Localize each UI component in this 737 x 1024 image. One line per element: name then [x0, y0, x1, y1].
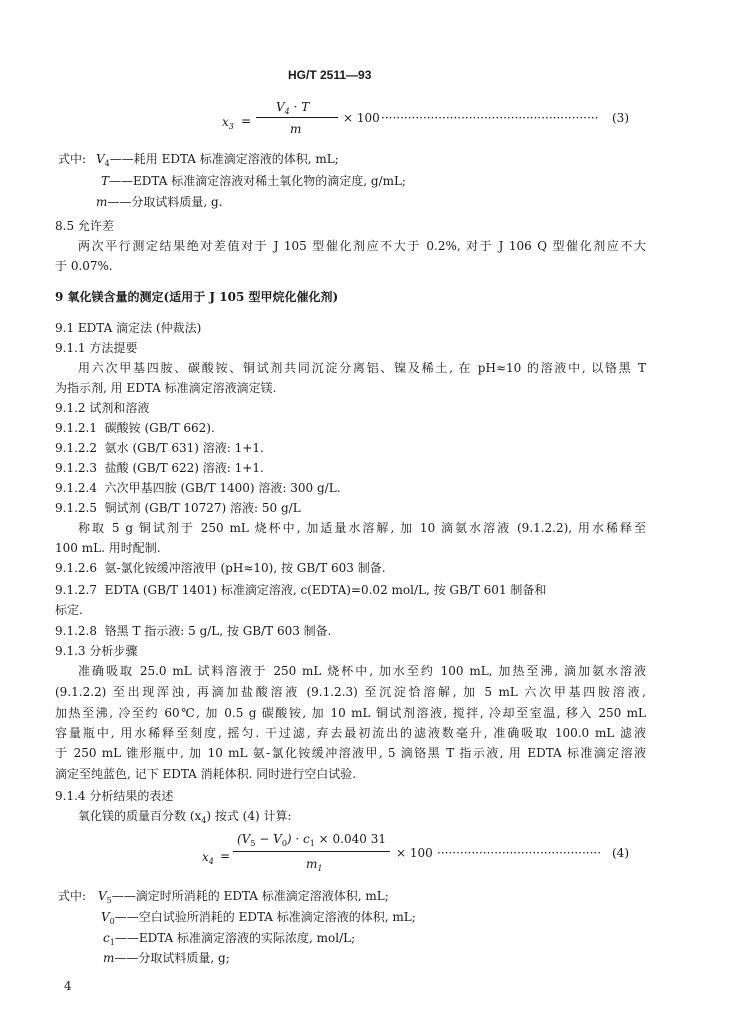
page-number: 4 — [64, 979, 72, 993]
where-line: T——EDTA 标准滴定溶液对稀土氧化物的滴定度, g/mL; — [101, 174, 406, 188]
procedure-text-line: (9.1.2.2) 至出现浑浊, 再滴加盐酸溶液 (9.1.2.3) 至沉淀恰溶解, 加 5 mL 六次甲基四胺溶液, — [55, 685, 646, 699]
reagent-item: 9.1.2.6 氨-氯化铵缓冲溶液甲 (pH≈10), 按 GB/T 603 制备. — [55, 561, 386, 575]
procedure-text-line: 于 250 mL 锥形瓶中, 加 10 mL 氨-氯化铵缓冲溶液甲, 5 滴铬黑 T 指示液, 用 EDTA 标准滴定溶液 — [55, 746, 646, 760]
reagent-5-text-line: 100 mL. 用时配制. — [55, 541, 161, 555]
section-9-1-4-heading: 9.1.4 分析结果的表述 — [55, 789, 174, 803]
formula-4-lhs: $x_4$ — [202, 850, 214, 866]
formula-4-number: (4) — [612, 846, 629, 860]
reagent-7-text-line: 标定. — [55, 603, 83, 617]
formula-4-fraction-bar — [233, 851, 390, 852]
reagent-item: 9.1.2.5 铜试剂 (GB/T 10727) 溶液: 50 g/L — [55, 501, 301, 515]
section-9-1-1-text-line: 为指示剂, 用 EDTA 标准滴定溶液滴定镁. — [55, 381, 277, 395]
reagent-item: 9.1.2.3 盐酸 (GB/T 622) 溶液: 1+1. — [55, 461, 264, 475]
formula-3-times-100: × 100 — [343, 111, 380, 125]
where-line: $V_4——$耗用 EDTA 标准滴定溶液的体积, mL; — [96, 152, 339, 168]
procedure-text-line: 容量瓶中, 用水稀释至刻度, 摇匀. 干过滤, 弃去最初流出的滤液数毫升, 准确吸取 100.0 mL 滤液 — [55, 726, 646, 740]
section-9-1-2-heading: 9.1.2 试剂和溶液 — [55, 401, 150, 415]
where-intro: 式中: — [58, 152, 87, 166]
formula-3-numerator: $V_4 \cdot T$ — [276, 100, 310, 116]
section-9-1-heading: 9.1 EDTA 滴定法 (仲裁法) — [55, 321, 202, 335]
formula-3-equals: = — [241, 114, 252, 128]
formula-3-denominator: m — [290, 122, 302, 136]
where-line: m——分取试料质量, g; — [103, 951, 230, 965]
reagent-5-text-line: 称取 5 g 铜试剂于 250 mL 烧杯中, 加适量水溶解, 加 10 滴氨水溶液 (9.1.2.2), 用水稀释至 — [78, 521, 646, 535]
section-9-1-1-text-line: 用六次甲基四胺、碳酸铵、铜试剂共同沉淀分离铝、镍及稀土, 在 pH≈10 的溶液中, 以铬黑 T — [78, 361, 646, 375]
section-9-1-4-intro: 氧化镁的质量百分数 $(x_4)$ 按式 (4) 计算: — [78, 809, 292, 825]
section-9-heading: 9 氧化镁含量的测定(适用于 J 105 型甲烷化催化剂) — [55, 290, 339, 304]
procedure-text-line: 准确吸取 25.0 mL 试料溶液于 250 mL 烧杯中, 加水至约 100 mL, 加热至沸, 滴加氨水溶液 — [78, 664, 646, 678]
formula-3-fraction-bar — [256, 117, 338, 118]
section-8-5-text-line: 于 0.07%. — [55, 259, 113, 273]
procedure-text-line: 滴定至纯蓝色, 记下 EDTA 消耗体积. 同时进行空白试验. — [55, 767, 357, 781]
where-line: m——分取试料质量, g. — [96, 195, 223, 209]
where-intro: 式中: — [58, 889, 87, 903]
reagent-item: 9.1.2.8 铬黑 T 指示液: 5 g/L, 按 GB/T 603 制备. — [55, 624, 332, 638]
section-9-1-3-heading: 9.1.3 分析步骤 — [55, 644, 138, 658]
section-8-5-text-line: 两次平行测定结果绝对差值对于 J 105 型催化剂应不大于 0.2%, 对于 J 106 Q 型催化剂应不大 — [78, 239, 646, 253]
formula-3-lhs: $x_3$ — [222, 115, 234, 131]
formula-4-numerator: $(V_5 - V_0) \cdot c_1 \times 0.040$ 31 — [237, 832, 386, 848]
formula-4-equals: = — [220, 849, 231, 863]
where-line: $c_1——EDTA$ 标准滴定溶液的实际浓度, mol/L; — [103, 931, 356, 947]
formula-4-denominator: $m_1$ — [306, 857, 323, 873]
section-9-1-1-heading: 9.1.1 方法提要 — [55, 341, 138, 355]
reagent-item: 9.1.2.4 六次甲基四胺 (GB/T 1400) 溶液: 300 g/L. — [55, 481, 341, 495]
reagent-item: 9.1.2.7 EDTA (GB/T 1401) 标准滴定溶液, c(EDTA)=0.02 mol/L, 按 GB/T 601 制备和 — [55, 583, 547, 597]
formula-3-number: (3) — [612, 111, 629, 125]
where-line: $V_0——$空白试验所消耗的 EDTA 标准滴定溶液的体积, mL; — [101, 910, 416, 926]
reagent-item: 9.1.2.2 氨水 (GB/T 631) 溶液: 1+1. — [55, 441, 264, 455]
procedure-text-line: 加热至沸, 冷至约 60℃, 加 0.5 g 碳酸铵, 加 10 mL 铜试剂溶液, 搅拌, 冷却至室温, 移入 250 mL — [55, 706, 646, 720]
formula-4-leader-dots — [437, 846, 602, 860]
section-8-5-heading: 8.5 允许差 — [55, 219, 114, 233]
where-line: $V_5——$滴定时所消耗的 EDTA 标准滴定溶液体积, mL; — [98, 889, 389, 905]
standard-code-header: HG/T 2511—93 — [288, 68, 372, 82]
formula-4-times-100: × 100 — [396, 846, 433, 860]
reagent-item: 9.1.2.1 碳酸铵 (GB/T 662). — [55, 421, 215, 435]
formula-3-leader-dots — [381, 111, 599, 125]
